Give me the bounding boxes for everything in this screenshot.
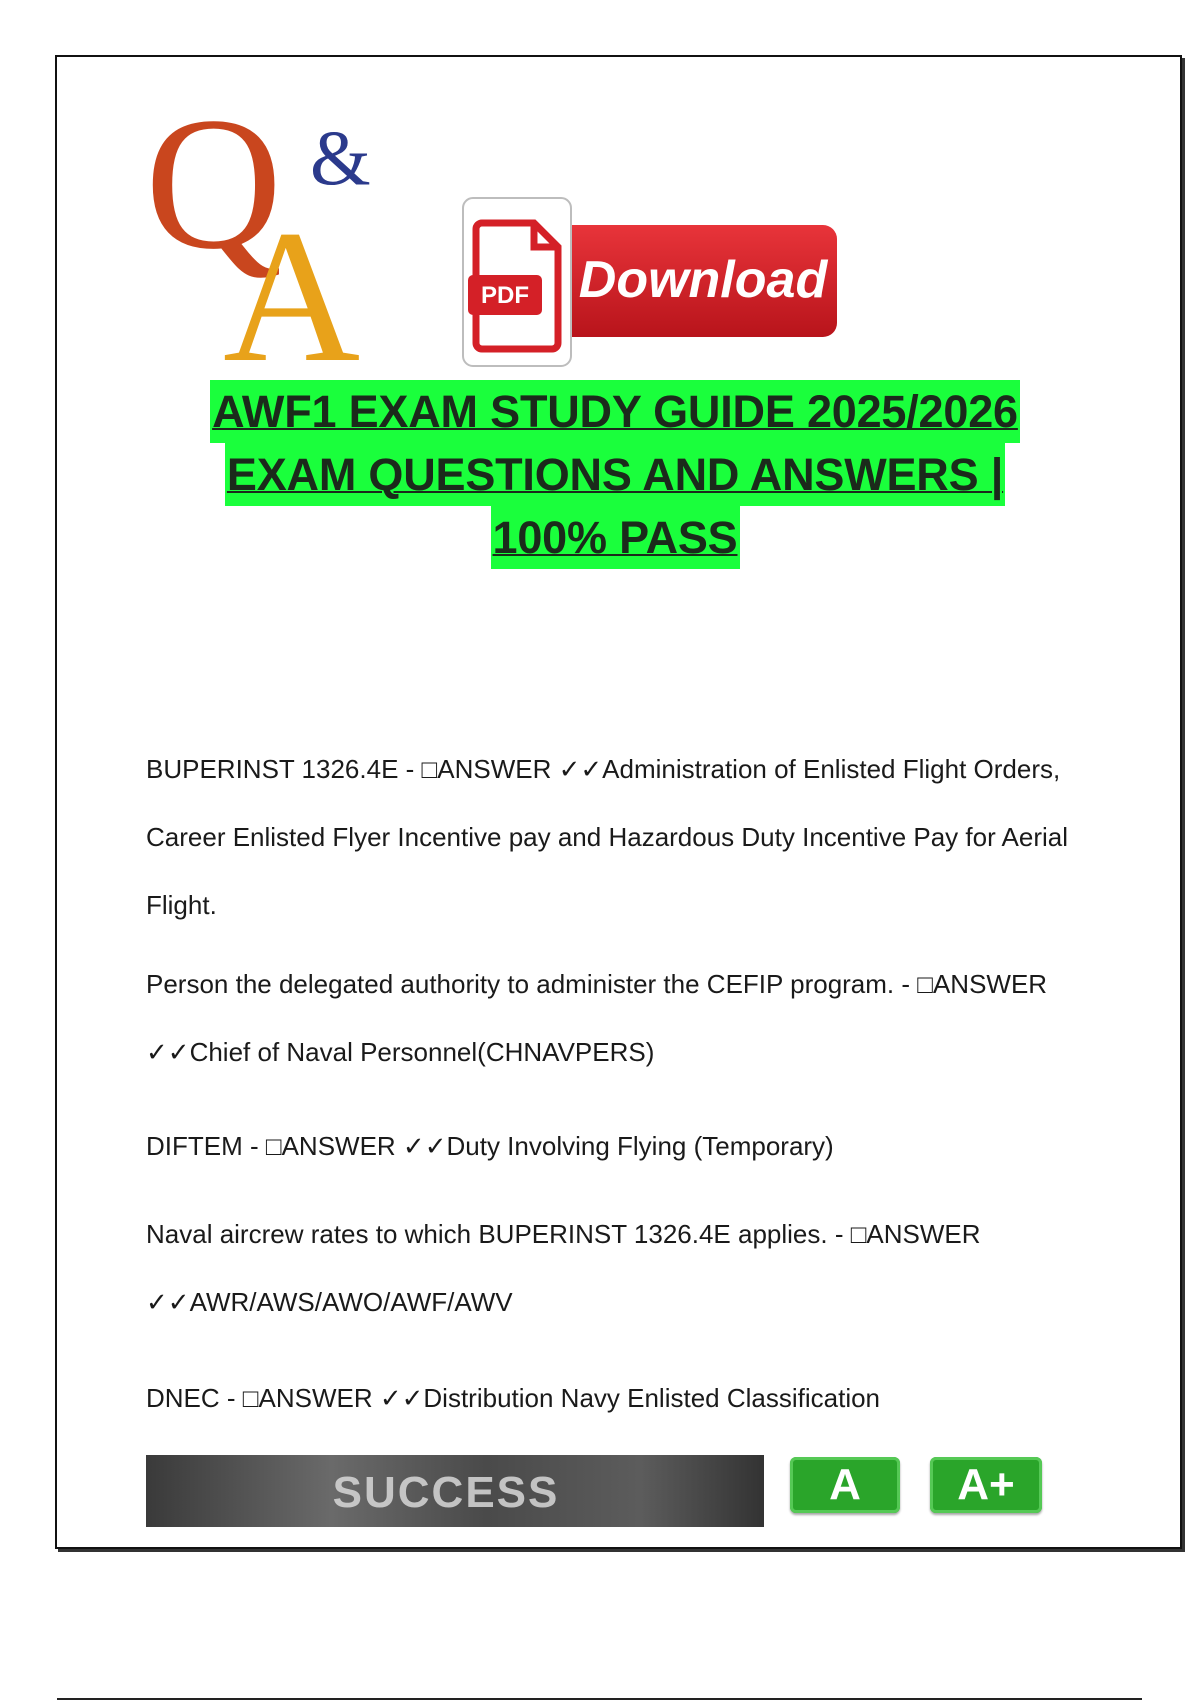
success-banner bbox=[146, 1455, 764, 1527]
success-label: SUCCESS bbox=[332, 1468, 560, 1517]
document-title bbox=[120, 380, 1110, 569]
logo-q: Q bbox=[145, 79, 283, 289]
qa-item-2: Person the delegated authority to administer the CEFIP program. - □ANSWER ✓✓Chief of Naval Personnel(CHNAVPERS) bbox=[146, 969, 1048, 1067]
qa-logo bbox=[145, 72, 425, 372]
logo-a: A bbox=[223, 192, 361, 372]
grade-a-plus-badge: A+ bbox=[930, 1457, 1042, 1513]
download-label: Download bbox=[578, 251, 828, 309]
pdf-label: PDF bbox=[481, 282, 529, 309]
qa-item-1: BUPERINST 1326.4E - □ANSWER ✓✓Administration of Enlisted Flight Orders, Career Enlisted Flyer Incentive pay and Hazardous Duty Incentive Pay for Aerial Flight. bbox=[146, 754, 1069, 920]
title-line-3: 100% PASS bbox=[491, 506, 740, 569]
qa-item-4: Naval aircrew rates to which BUPERINST 1326.4E applies. - □ANSWER ✓✓AWR/AWS/AWO/AWF/AWV bbox=[146, 1219, 981, 1317]
grade-a-badge: A bbox=[790, 1457, 900, 1513]
logo-ampersand: & bbox=[310, 114, 371, 201]
qa-item-3: DIFTEM - □ANSWER ✓✓Duty Involving Flying (Temporary) bbox=[146, 1131, 834, 1161]
qa-item-5: DNEC - □ANSWER ✓✓Distribution Navy Enlisted Classification bbox=[146, 1383, 881, 1413]
title-line-1: AWF1 EXAM STUDY GUIDE 2025/2026 bbox=[210, 380, 1020, 443]
pdf-download-badge[interactable] bbox=[460, 195, 840, 370]
title-line-2: EXAM QUESTIONS AND ANSWERS | bbox=[225, 443, 1005, 506]
